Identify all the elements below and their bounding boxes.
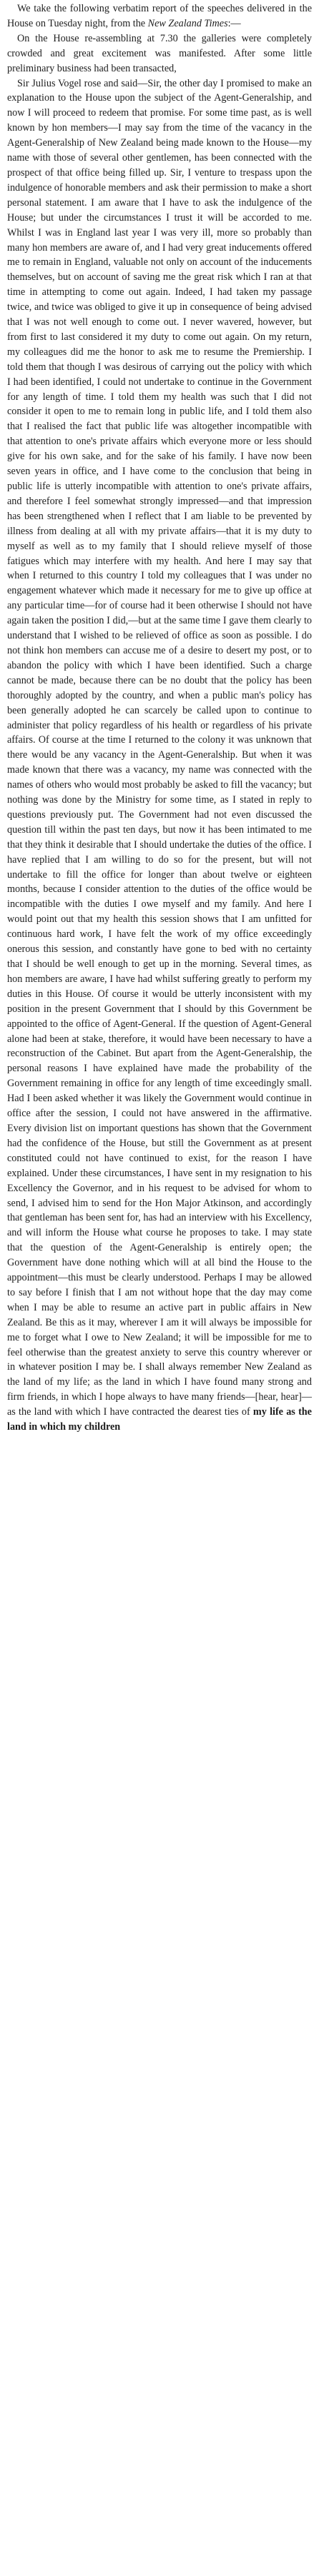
speech-closing-bold: my life as the land in which my children <box>7 1406 312 1433</box>
article-intro <box>7 1 312 31</box>
intro-text-before: We take the following verbatim report of the speeches delivered in the House on Tuesday night, from the <box>7 3 312 29</box>
paragraph-vogel-speech <box>7 76 312 1435</box>
intro-text-after: :— <box>227 17 241 29</box>
speech-text: Sir Julius Vogel rose and said—Sir, the other day I promised to make an explanation to the House upon the subject of the Agent-Generalship, and now I will proceed to redeem that promise. For some time past, as is well known by hon members—I may say from the time of the vacancy in the Agent-Generalship of New Zealand being made known to the House—my name with those of several other gentlemen, has been connected with the prospect of that office being filled up. Sir, I venture to trespass upon the indulgence of honorable members and ask their permission to make a short personal statement. I am aware that I have to ask the indulgence of the House; but under the circumstances I trust it will be accorded to me. Whilst I was in England last year I was very ill, more so probably than many hon members are aware of, and I had very great inducements offered me to remain in England, valuable not only on account of the inducements themselves, but on account of saving me the great risk which I ran at that time in attempting to come out again. Indeed, I had taken my passage twice, and twice was obliged to give it up in consequence of being advised that I was not well enough to come out. I never wavered, however, but from first to last considered it my duty to come out again. On my return, my colleagues did me the honor to ask me to resume the Premiership. I told them that though I was desirous of carrying out the policy with which I had been identified, I could not undertake to continue in the Government for any length of time. I told them my health was such that I did not consider it open to me to remain long in public life, and I told them also that I realised the fact that public life was altogether incompatible with that attention to one's private affairs which everyone more or less should give for his own sake, and for the sake of his family. I have now been seven years in office, and I have come to the conclusion that being in public life is utterly incompatible with attention to one's private affairs, and therefore I feel somewhat strongly impressed—and that impression has been strengthened when I reflect that I am liable to be prevented by illness from dealing at all with my private affairs—that it is my duty to myself as well as to my family that I should relieve myself of those fatigues which may interfere with my health. And here I may say that when I returned to this country I told my colleagues that I was under no engagement whatever which made it necessary for me to give up office at any particular time—for of course had it been otherwise I should not have again taken the position I did,—but at the same time I gave them clearly to understand that I wished to be relieved of office as soon as possible. I do not think hon members can accuse me of a desire to desert my post, or to abandon the policy with which I have been identified. Such a charge cannot be made, because there can be no doubt that the policy has been thoroughly adopted by the country, and when a public man's policy has been generally adopted he can scarcely be called upon to continue to administer that policy regardless of his health or regardless of his private affairs. Of course at the time I returned to the colony it was unknown that there would be any vacancy in the Agent-Generalship. But when it was made known that there was a vacancy, my name was connected with the names of others who would most probably be asked to fill the vacancy; but nothing was done by the Ministry for some time, as I stated in reply to questions previously put. The Government had not even discussed the question till within the past ten days, but now it has been intimated to me that they think it desirable that I should undertake the duties of the office. I have replied that I am willing to do so for the present, but will not undertake to fill the office for longer than about twelve or eighteen months, because I consider attention to the duties of the office would be incompatible with the duties I owe myself and my family. And here I would point out that my health this session shows that I am unfitted for continuous hard work, I have felt the work of my office exceedingly onerous this session, and constantly have gone to bed with no certainty that I should be well enough to get up in the morning. Several times, as hon members are aware, I have had whilst suffering greatly to perform my duties in this House. Of course it would be utterly inconsistent with my position in the present Government that I should by this Government be appointed to the office of Agent-General. If the question of Agent-General alone had been at stake, therefore, it would have been necessary to have a reconstruction of the Cabinet. But apart from the Agent-Generalship, the personal reasons I have explained have made the probability of the Government remaining in office for any length of time exceedingly small. Had I been asked whether it was likely the Government would continue in office after the session, I could not have answered in the affirmative. Every division list on important questions has shown that the Government had the confidence of the House, but still the Government as at present constituted could not have continued to exist, for the reason I have explained. Under these circumstances, I have sent in my resignation to his Excellency the Governor, and in his request to be advised for whom to send, I advised him to send for the Hon Major Atkinson, and accordingly that gentleman has been sent for, has had an interview with his Excellency, and will inform the House what course he proposes to take. I may state that the question of the Agent-Generalship is entirely open; the Government have done nothing which will at all bind the House to the appointment—this must be clearly understood. Perhaps I may be allowed to say before I finish that I am not without hope that the day may come when I may be able to resume an active part in public affairs in New Zealand. Be this as it may, wherever I am it will always be impossible for me to forget what I owe to New Zealand; it will be impossible for me to feel otherwise than the greatest anxiety to serve this country wherever or in whatever position I may be. I shall always remember New Zealand as the land of my life; as the land in which I have found many strong and firm friends, in which I hope always to have many friends—[hear, hear]—as the land with which I have contracted the dearest ties of <box>7 77 312 1418</box>
paragraph-house-reassembling: On the House re-assembling at 7.30 the galleries were completely crowded and great excitement was manifested. After some little preliminary business had been transacted, <box>7 32 312 74</box>
newspaper-name: New Zealand Times <box>147 17 228 29</box>
article-column <box>7 0 312 1435</box>
